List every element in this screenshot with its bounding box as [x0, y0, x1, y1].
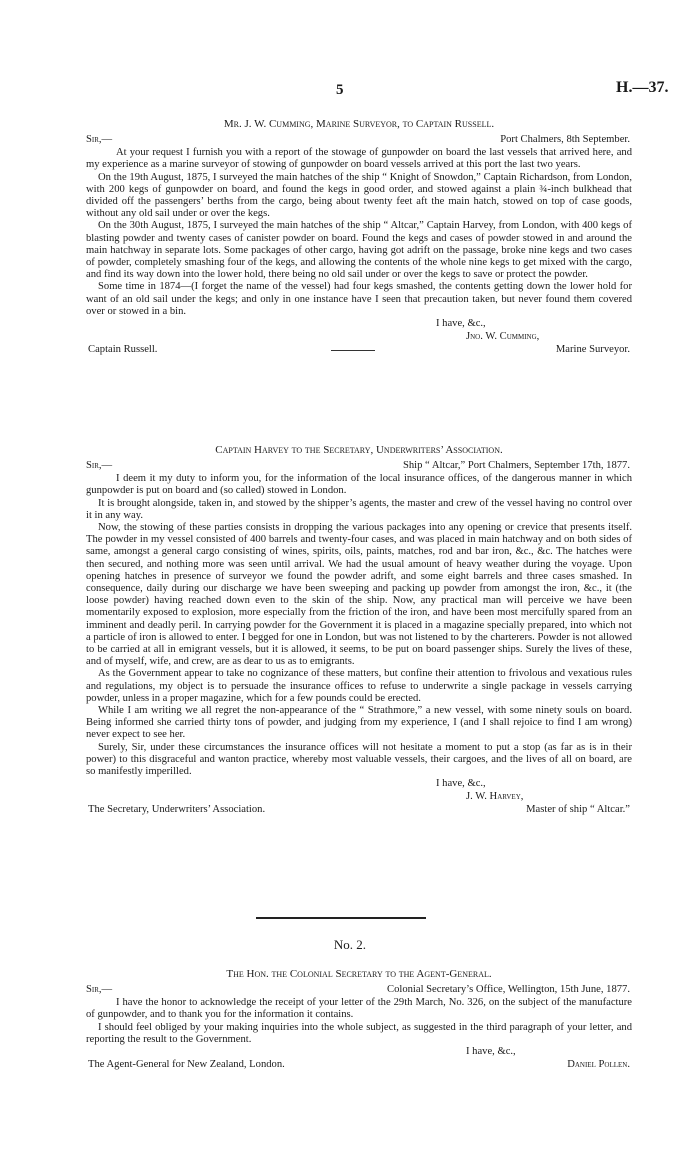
signature: J. W. Harvey, [466, 791, 524, 803]
signature: Daniel Pollen. [567, 1059, 630, 1071]
divider [331, 350, 375, 351]
paragraph: Now, the stowing of these parties consists in dropping the various packages into any opening or crevice that presents itself. The powder in my vessel consisted of 400 barrels and twenty-four cases, and was placed in main hatchway and on both sides of same, amongst a general cargo consisting of wines, spirits, oils, paints, matches, rod and bar iron, &c., &c. The hatches were then secured, and nothing more was seen until arrival. We had the usual amount of heavy weather during the voyage. Upon opening hatches in presence of surveyor we found the powder adrift, and some eight barrels and three cases smashed. In consequence, daily during our discharge we have been sweeping and packing up powder from amongst the iron, &c., it (the loose powder) having reached down even to the skin of the ship. Now, any practical man will perceive we have been momentarily exposed to explosion, more especially from the friction of the iron, and have been most mercifully spared from an imminent and deadly peril. In carrying powder for the Government it is placed in a magazine specially prepared, into which not a particle of iron is allowed to enter. I begged for one in London, but was not listened to by the charterers. Powder is not allowed to be carried at all in emigrant vessels, but it is allowed, it seems, to be put on board passenger ships. Surely the lives of these, and of myself, wife, and crew, are as dear to us as to emigrants. [86, 522, 632, 668]
letter-colonial-secretary [86, 968, 632, 1072]
letter-date: Colonial Secretary’s Office, Wellington, 15th June, 1877. [387, 984, 630, 996]
paragraph: At your request I furnish you with a report of the stowage of gunpowder on board the last vessels that arrived here, and my experience as a marine surveyor of stowing of gunpowder on board vessels arrived at this port the last two years. [86, 147, 632, 171]
addressee-row [86, 344, 632, 357]
closing: I have, &c., [436, 778, 486, 790]
paragraph: As the Government appear to take no cognizance of these matters, but confine their attention to frivolous and vexatious rules and regulations, my object is to persuade the insurance offices to refuse to underwrite a single package in vessels carrying powder, unless in a proper magazine, which for a few pounds could be erected. [86, 668, 632, 704]
section-number: No. 2. [333, 937, 367, 952]
letter-heading: The Hon. the Colonial Secretary to the Agent-General. [226, 968, 492, 980]
closing-row [86, 778, 632, 791]
addressee: The Secretary, Underwriters’ Association. [88, 804, 266, 816]
letter-heading: Captain Harvey to the Secretary, Underwriters’ Association. [215, 444, 503, 456]
letter-cumming [86, 118, 632, 357]
salutation: Sir,— [86, 984, 113, 996]
document-reference: H.—37. [616, 79, 669, 96]
paragraph: Surely, Sir, under these circumstances the insurance offices will not hesitate a moment to put a stop (as far as is in their power) to this disgraceful and wanton practice, whereby most valuable vessels, their cargoes, and the lives of all on board, are so manifestly imperilled. [86, 741, 632, 778]
closing-row [86, 1046, 632, 1059]
signature-row [86, 331, 632, 344]
letter-date: Ship “ Altcar,” Port Chalmers, September 17th, 1877. [402, 460, 630, 472]
paragraph: I have the honor to acknowledge the receipt of your letter of the 29th March, No. 326, on the subject of the manufacture of gunpowder, and to thank you for the information it contains. [86, 997, 632, 1021]
section-rule [256, 917, 426, 919]
closing: I have, &c., [466, 1046, 516, 1058]
salutation-row [86, 984, 632, 997]
paragraph: I should feel obliged by your making inquiries into the whole subject, as suggested in the third paragraph of your letter, and reporting the result to the Government. [86, 1021, 632, 1045]
closing-row [86, 318, 632, 331]
paragraph: While I am writing we all regret the non-appearance of the “ Strathmore,” a new vessel, with some ninety souls on board. Being informed she carried thirty tons of powder, and judging from my experience, I (and I shall rejoice to find I am wrong) never expect to see her. [86, 705, 632, 741]
closing: I have, &c., [436, 318, 486, 330]
letter-heading: Mr. J. W. Cumming, Marine Surveyor, to Captain Russell. [223, 118, 495, 130]
paragraph: On the 19th August, 1875, I surveyed the main hatches of the ship “ Knight of Snowdon,” Captain Richardson, from London, with 200 kegs of gunpowder on board, and found the kegs in good order, and stowed against a plain ¾-inch bulkhead that divided off the passengers’ berths from the cargo, being about twenty feet aft the main hatch, stowed on top of case goods, without any old sail under or over the kegs. [86, 171, 632, 220]
addressee: The Agent-General for New Zealand, London. [88, 1059, 285, 1071]
signer-title: Master of ship “ Altcar.” [526, 804, 630, 816]
addressee: Captain Russell. [88, 344, 158, 356]
salutation-row [86, 460, 632, 473]
addressee-row [86, 1059, 632, 1072]
paragraph: Some time in 1874—(I forget the name of the vessel) had four kegs smashed, the contents getting down the lower hold for want of an old sail under the kegs; and only in one instance have I seen that precaution taken, but never found them covered over or stowed in a bin. [86, 281, 632, 317]
paragraph: On the 30th August, 1875, I surveyed the main hatches of the ship “ Altcar,” Captain Harvey, from London, with 400 kegs of blasting powder and twenty cases of canister powder on board. Found the kegs and cases of powder stowed in and around the main hatchway in separate lots. Some packages of other cargo, having got adrift on the passage, broke nine kegs and two cases of powder, completely smashing four of the kegs, and allowing the contents of the whole nine kegs to get mixed with the cargo, and find its way down into the lower hold, there being no old sail under or over the kegs to save or protect the powder. [86, 220, 632, 281]
signature-row [86, 791, 632, 804]
salutation: Sir,— [86, 460, 113, 472]
page-number: 5 [336, 82, 344, 98]
addressee-row [86, 804, 632, 817]
letter-date: Port Chalmers, 8th September. [500, 134, 630, 146]
salutation: Sir,— [86, 134, 113, 146]
signer-title: Marine Surveyor. [555, 344, 630, 356]
salutation-row [86, 134, 632, 147]
letter-harvey [86, 444, 632, 817]
signature: Jno. W. Cumming, [466, 331, 540, 343]
paragraph: I deem it my duty to inform you, for the information of the local insurance offices, of the dangerous manner in which gunpowder is put on board and (so called) stowed in London. [86, 473, 632, 497]
paragraph: It is brought alongside, taken in, and stowed by the shipper’s agents, the master and crew of the vessel having no control over it in any way. [86, 497, 632, 521]
